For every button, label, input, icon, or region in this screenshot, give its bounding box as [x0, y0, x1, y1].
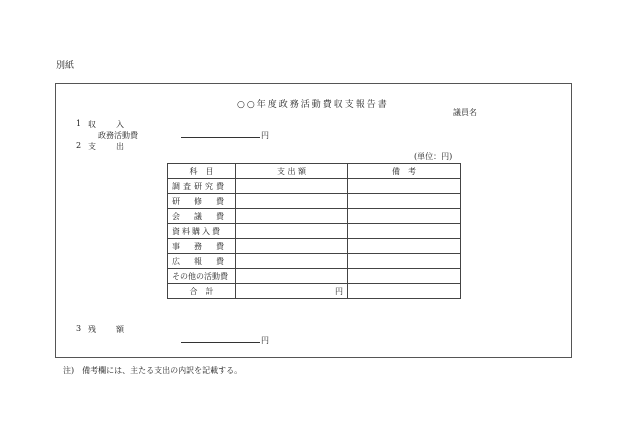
table-row	[168, 224, 461, 239]
income-item-label: 政務活動費	[98, 131, 138, 140]
row-remarks	[348, 209, 461, 224]
row-amount	[236, 254, 348, 269]
total-label: 合 計	[168, 284, 236, 299]
table-row	[168, 254, 461, 269]
expenditure-heading: 支 出	[88, 142, 130, 151]
table-row	[168, 179, 461, 194]
table-row	[168, 269, 461, 284]
row-category: その他の活動費	[168, 269, 236, 284]
total-unit: 円	[236, 284, 348, 299]
total-remarks	[348, 284, 461, 299]
row-remarks	[348, 179, 461, 194]
report-title: ○○年度政務活動費収支報告書	[237, 100, 389, 110]
row-category: 広報費	[168, 254, 236, 269]
row-remarks	[348, 239, 461, 254]
table-row	[168, 239, 461, 254]
header-amount: 支 出 額	[236, 164, 348, 179]
member-name-label: 議員名	[453, 108, 477, 117]
table-row	[168, 209, 461, 224]
row-amount	[236, 194, 348, 209]
footnote: 注) 備考欄には、主たる支出の内訳を記載する。	[63, 366, 243, 375]
table-total-row	[168, 284, 461, 299]
row-amount	[236, 239, 348, 254]
row-remarks	[348, 269, 461, 284]
row-category: 事務費	[168, 239, 236, 254]
row-remarks	[348, 194, 461, 209]
balance-unit: 円	[261, 336, 269, 345]
row-category: 調査研究費	[168, 179, 236, 194]
unit-note: (単位：円)	[414, 152, 453, 161]
row-remarks	[348, 224, 461, 239]
income-number: 1	[76, 119, 82, 128]
expenditure-number: 2	[76, 141, 82, 150]
table-row	[168, 194, 461, 209]
row-category: 会議費	[168, 209, 236, 224]
row-category: 研修費	[168, 194, 236, 209]
row-remarks	[348, 254, 461, 269]
income-heading: 収 入	[88, 120, 130, 129]
row-amount	[236, 179, 348, 194]
attachment-label: 別紙	[56, 61, 75, 71]
expenditure-table	[167, 163, 461, 299]
balance-number: 3	[76, 324, 82, 333]
row-amount	[236, 269, 348, 284]
row-amount	[236, 209, 348, 224]
table-header-row	[168, 164, 461, 179]
row-category: 資料購入費	[168, 224, 236, 239]
income-amount-line	[181, 137, 260, 138]
row-amount	[236, 224, 348, 239]
header-category: 科 目	[168, 164, 236, 179]
balance-amount-line	[181, 342, 260, 343]
balance-heading: 残 額	[88, 325, 130, 334]
income-unit: 円	[261, 131, 269, 140]
header-remarks: 備 考	[348, 164, 461, 179]
